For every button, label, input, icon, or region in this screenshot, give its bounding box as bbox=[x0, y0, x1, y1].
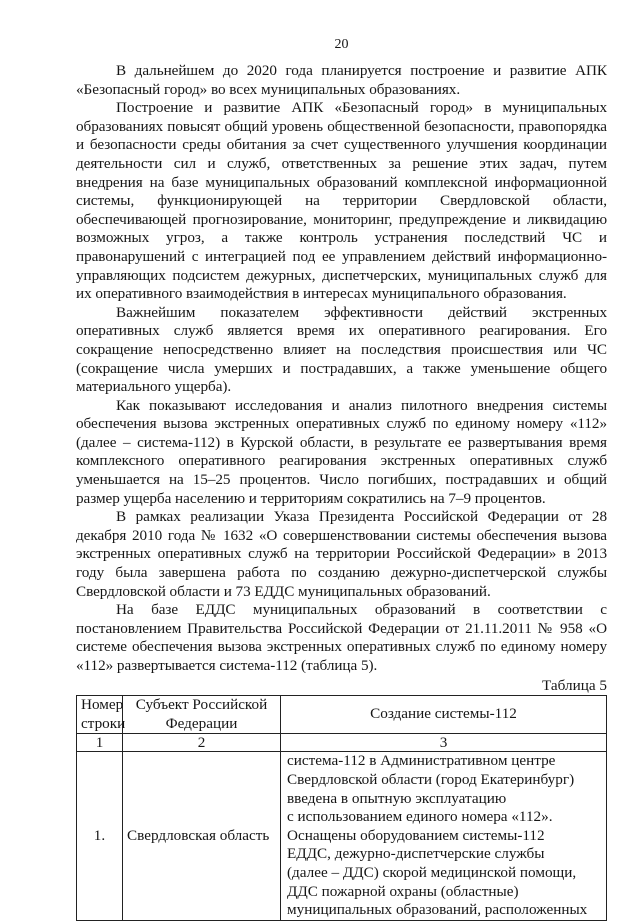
description-line: Свердловской области (город Екатеринбург) bbox=[287, 770, 575, 788]
document-page bbox=[76, 36, 607, 921]
description-line: (далее – ДДС) скорой медицинской помощи, bbox=[287, 863, 577, 881]
column-number-3: 3 bbox=[281, 734, 607, 752]
paragraph-5: В рамках реализации Указа Президента Российской Федерации от 28 декабря 2010 года № 1632 «О совершенствовании системы обеспечения вызова экстренных оперативных служб на территории Российской Федерации» в 2013 году была завершена работа по созданию дежурно-диспетчерской службы Свердловской области и 73 ЕДДС муниципальных образований. bbox=[76, 508, 607, 600]
page-number: 20 bbox=[334, 37, 349, 52]
table-row bbox=[77, 752, 607, 920]
header-row-number: Номер строки bbox=[77, 696, 123, 734]
description-line: с использованием единого номера «112». bbox=[287, 808, 553, 826]
description-line: ДДС пожарной охраны (областные) bbox=[287, 882, 519, 900]
description-line: введена в опытную эксплуатацию bbox=[287, 789, 507, 807]
description-line: ЕДДС, дежурно-диспетчерские службы bbox=[287, 845, 545, 863]
paragraph-6: На базе ЕДДС муниципальных образований в соответствии с постановлением Правительства Российской Федерации от 21.11.2011 № 958 «О системе обеспечения вызова экстренных оперативных служб по единому номеру «112» развертывается система-112 (таблица 5). bbox=[76, 601, 607, 674]
row-system-112-description bbox=[281, 752, 607, 920]
paragraph-3: Важнейшим показателем эффективности действий экстренных оперативных служб является время их оперативного реагирования. Его сокращение непосредственно влияет на последствия происшествия или ЧС (сокращение числа умерших и пострадавших, а также уменьшение общего материального ущерба). bbox=[76, 303, 607, 396]
row-subject: Свердловская область bbox=[123, 752, 281, 920]
description-line: муниципальных образований, расположенных bbox=[287, 901, 588, 919]
row-number: 1. bbox=[77, 752, 123, 920]
header-system-112: Создание системы-112 bbox=[281, 696, 607, 734]
description-line: Оснащены оборудованием системы-112 bbox=[287, 826, 545, 844]
table-column-numbers-row bbox=[77, 734, 607, 752]
paragraph-4: Как показывают исследования и анализ пилотного внедрения системы обеспечения вызова экстренных оперативных служб по единому номеру «112» (далее – система-112) в Курской области, в результате ее развертывания время комплексного оперативного реагирования экстренных оперативных служб уменьшается на 15–25 процентов. Число погибших, пострадавших и общий размер ущерба населению и территориям сократились на 7–9 процентов. bbox=[76, 396, 607, 507]
table-caption: Таблица 5 bbox=[542, 676, 607, 694]
data-table bbox=[76, 695, 607, 921]
header-subject: Субъект Российской Федерации bbox=[123, 696, 281, 734]
column-number-2: 2 bbox=[123, 734, 281, 752]
paragraph-1: В дальнейшем до 2020 года планируется построение и развитие АПК «Безопасный город» во всех муниципальных образованиях. bbox=[76, 62, 607, 98]
paragraph-2: Построение и развитие АПК «Безопасный город» в муниципальных образованиях повысят общий уровень общественной безопасности, правопорядка и безопасности среды обитания за счет существенного улучшения координации деятельности сил и служб, ответственных за решение этих задач, путем внедрения на базе муниципальных образований комплексной информационной системы, функционирующей на территории Свердловской области, обеспечивающей прогнозирование, мониторинг, предупреждение и ликвидацию возможных угроз, а также контроль устранения последствий ЧС и правонарушений с интеграцией под ее управлением действий информационно-управляющих подсистем дежурных, диспетчерских, муниципальных служб для их оперативного взаимодействия в интересах муниципального образования. bbox=[76, 99, 607, 303]
column-number-1: 1 bbox=[77, 734, 123, 752]
table-header-row bbox=[77, 696, 607, 734]
description-line: система-112 в Административном центре bbox=[287, 752, 556, 770]
